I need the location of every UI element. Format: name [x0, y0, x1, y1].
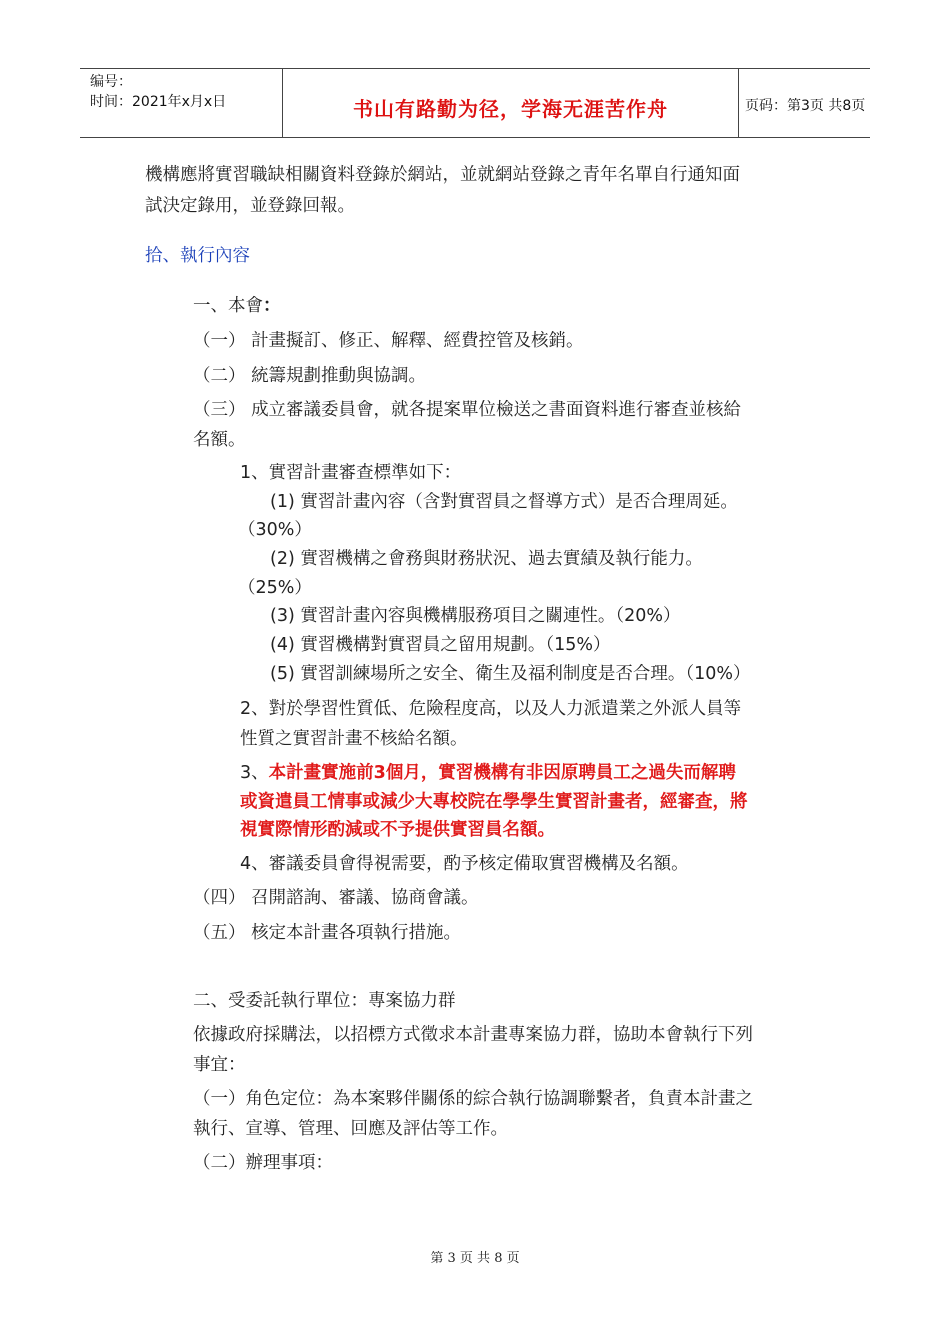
part2-line: 依據政府採購法，以招標方式徵求本計畫專案協力群，協助本會執行下列 [193, 1025, 753, 1045]
criteria-item: (5) 實習訓練場所之安全、衛生及福利制度是否合理。（10%） [270, 664, 751, 684]
part2-line: 事宜： [193, 1055, 246, 1075]
criteria-item: (1) 實習計畫內容（含對實習員之督導方式）是否合理周延。 [270, 492, 738, 512]
criteria-item: (4) 實習機構對實習員之留用規劃。（15%） [270, 635, 611, 655]
document-header [80, 68, 870, 138]
rule-3-line [240, 761, 736, 785]
header-motto-cell [282, 69, 739, 137]
part1-item: （三） 成立審議委員會，就各提案單位檢送之書面資料進行審查並核給 [193, 400, 742, 420]
part1-item: （二） 統籌規劃推動與協調。 [193, 366, 427, 386]
part1-heading-text: 一、本會 [193, 296, 263, 316]
intro-line: 試決定錄用，並登錄回報。 [145, 196, 355, 216]
rule-4-line: 4、審議委員會得視需要，酌予核定備取實習機構及名額。 [240, 854, 689, 874]
rule-2-line: 性質之實習計畫不核給名額。 [240, 729, 468, 749]
section-title: 拾、執行內容 [145, 246, 250, 266]
criteria-item: (2) 實習機構之會務與財務狀況、過去實績及執行能力。 [270, 549, 703, 569]
rule-3-line: 或資遣員工情事或減少大專校院在學學生實習計畫者，經審查，將 [240, 792, 748, 812]
part2-line: （一）角色定位：為本案夥伴關係的綜合執行協調聯繫者，負責本計畫之 [193, 1089, 753, 1109]
part1-item: （一） 計畫擬訂、修正、解釋、經費控管及核銷。 [193, 331, 584, 351]
intro-line: 機構應將實習職缺相關資料登錄於網站，並就網站登錄之青年名單自行通知面 [145, 165, 740, 185]
part1-item-continued: 名額。 [193, 430, 246, 450]
part1-heading [193, 294, 281, 318]
criteria-heading: 1、實習計畫審查標準如下： [240, 463, 462, 483]
part1-item: （四） 召開諮詢、審議、協商會議。 [193, 888, 479, 908]
criteria-item: (3) 實習計畫內容與機構服務項目之關連性。（20%） [270, 606, 681, 626]
header-page-info: 页码：第3页 共8页 [745, 98, 866, 114]
part1-heading-colon: ： [263, 296, 281, 316]
header-motto: 书山有路勤为径，学海无涯苦作舟 [353, 97, 668, 121]
rule-3-line: 視實際情形酌減或不予提供實習員名額。 [240, 820, 555, 840]
rule-2-line: 2、對於學習性質低、危險程度高，以及人力派遣業之外派人員等 [240, 699, 742, 719]
rule-3-text: 本計畫實施前3個月，實習機構有非因原聘員工之過失而解聘 [268, 763, 736, 783]
criteria-weight: （25%） [238, 578, 312, 598]
document-code-label: 编号： [90, 74, 132, 90]
header-meta-cell [80, 69, 282, 137]
document-date-label: 时间：2021年x月x日 [90, 94, 227, 110]
header-page-cell [737, 69, 870, 137]
part2-line: （二）辦理事項： [193, 1153, 333, 1173]
part2-heading: 二、受委託執行單位：專案協力群 [193, 991, 456, 1011]
rule-3-number: 3、 [240, 763, 269, 783]
part1-item: （五） 核定本計畫各項執行措施。 [193, 923, 462, 943]
part2-line: 執行、宣導、管理、回應及評估等工作。 [193, 1119, 508, 1139]
criteria-weight: （30%） [238, 520, 312, 540]
page-footer: 第 3 页 共 8 页 [430, 1251, 520, 1266]
